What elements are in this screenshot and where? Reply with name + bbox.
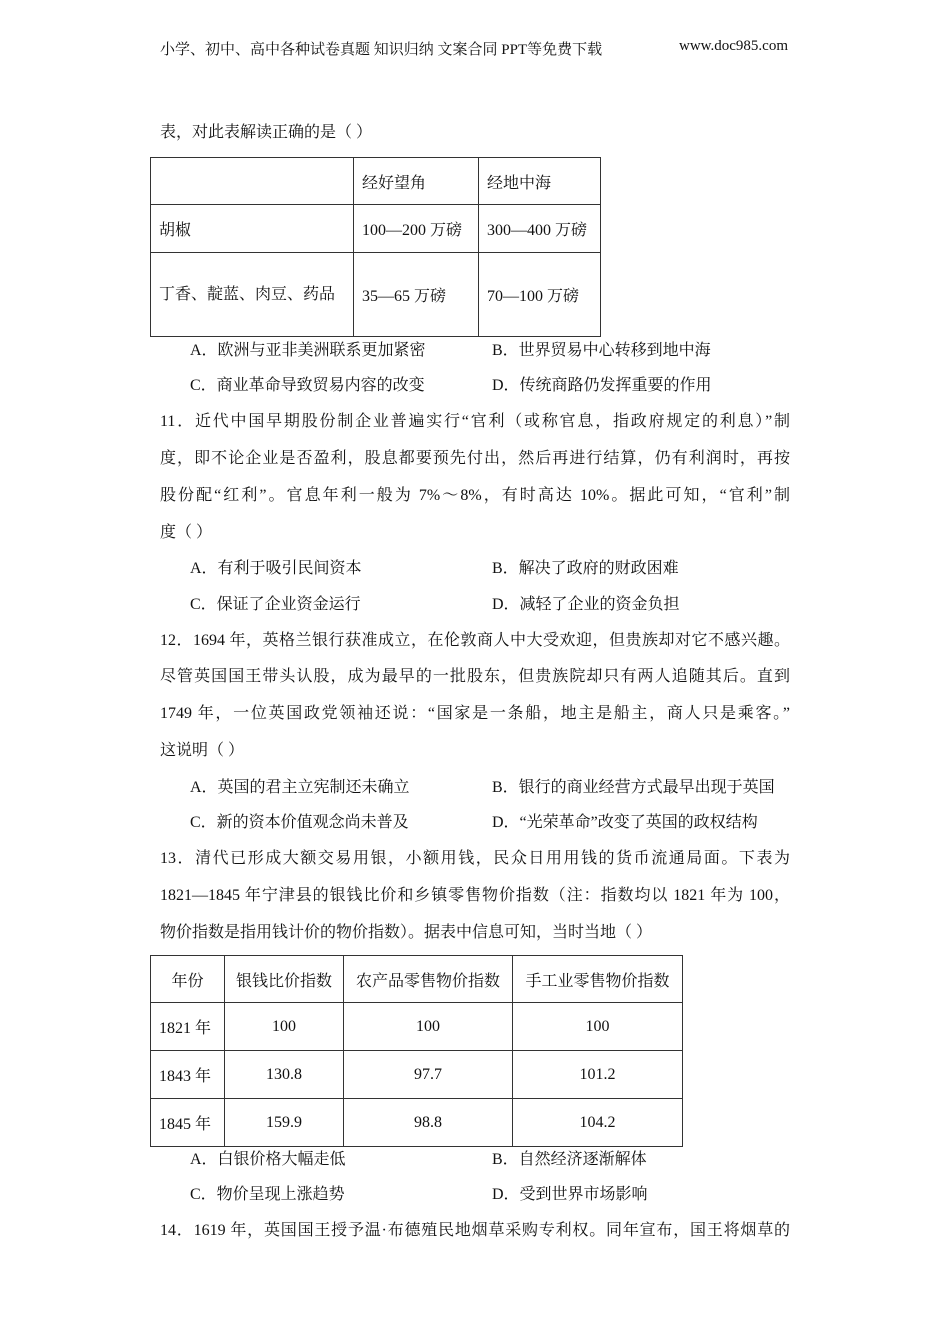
table-header: 银钱比价指数 <box>225 956 344 1003</box>
q12-line: 1749 年，一位英国政党领袖还说：“国家是一条船，地主是船主，商人只是乘客。” <box>160 705 790 722</box>
q10-option-a[interactable]: A．欧洲与亚非美洲联系更加紧密 <box>190 342 426 359</box>
q11-option-c[interactable]: C．保证了企业资金运行 <box>190 596 361 613</box>
table-row <box>151 205 601 253</box>
table-row <box>151 1051 683 1099</box>
header-url: www.doc985.com <box>678 38 788 54</box>
q13-option-d[interactable]: D．受到世界市场影响 <box>492 1186 648 1203</box>
q11-option-a[interactable]: A．有利于吸引民间资本 <box>190 560 362 577</box>
table-cell <box>151 158 354 205</box>
table-cell: 1843 年 <box>151 1051 225 1099</box>
q10-option-b[interactable]: B．世界贸易中心转移到地中海 <box>492 342 711 359</box>
table-row <box>151 1099 683 1147</box>
q10-option-c[interactable]: C．商业革命导致贸易内容的改变 <box>190 377 425 394</box>
q10-table <box>150 157 601 337</box>
table-cell: 97.7 <box>344 1051 513 1099</box>
q10-stem: 表，对此表解读正确的是（ ） <box>160 124 373 141</box>
q12-option-a[interactable]: A．英国的君主立宪制还未确立 <box>190 779 410 796</box>
table-row <box>151 1003 683 1051</box>
q13-line: 13．清代已形成大额交易用银，小额用钱，民众日用用钱的货币流通局面。下表为 <box>160 850 790 867</box>
q12-line: 这说明（ ） <box>160 742 245 759</box>
q11-line: 度，即不论企业是否盈利，股息都要预先付出，然后再进行结算，仍有利润时，再按 <box>160 450 790 467</box>
table-cell: 70—100 万磅 <box>479 253 601 337</box>
q11-line: 11．近代中国早期股份制企业普遍实行“官利（或称官息，指政府规定的利息）”制 <box>160 413 790 430</box>
q12-line: 12．1694 年，英格兰银行获准成立，在伦敦商人中大受欢迎，但贵族却对它不感兴趣。 <box>160 632 790 649</box>
table-cell: 35—65 万磅 <box>354 253 479 337</box>
q13-option-a[interactable]: A．白银价格大幅走低 <box>190 1151 346 1168</box>
table-header: 经好望角 <box>354 158 479 205</box>
table-row <box>151 158 601 205</box>
q12-option-c[interactable]: C．新的资本价值观念尚未普及 <box>190 814 409 831</box>
q13-table <box>150 955 683 1147</box>
table-row <box>151 253 601 337</box>
table-cell: 1821 年 <box>151 1003 225 1051</box>
q10-option-d[interactable]: D．传统商路仍发挥重要的作用 <box>492 377 712 394</box>
table-header: 手工业零售物价指数 <box>513 956 683 1003</box>
table-cell: 丁香、靛蓝、肉豆、药品 <box>151 253 354 337</box>
q12-line: 尽管英国国王带头认股，成为最早的一批股东，但贵族院却只有两人追随其后。直到 <box>160 668 790 685</box>
table-header: 农产品零售物价指数 <box>344 956 513 1003</box>
q14-line: 14．1619 年，英国国王授予温·布德殖民地烟草采购专利权。同年宣布，国王将烟草的 <box>160 1222 790 1239</box>
table-header: 经地中海 <box>479 158 601 205</box>
table-cell: 1845 年 <box>151 1099 225 1147</box>
table-cell: 130.8 <box>225 1051 344 1099</box>
table-cell: 101.2 <box>513 1051 683 1099</box>
table-cell: 98.8 <box>344 1099 513 1147</box>
q11-line: 度（ ） <box>160 524 213 541</box>
q11-option-b[interactable]: B．解决了政府的财政困难 <box>492 560 679 577</box>
table-cell: 300—400 万磅 <box>479 205 601 253</box>
table-cell: 104.2 <box>513 1099 683 1147</box>
q13-option-c[interactable]: C．物价呈现上涨趋势 <box>190 1186 345 1203</box>
table-cell: 100 <box>225 1003 344 1051</box>
q11-option-d[interactable]: D．减轻了企业的资金负担 <box>492 596 680 613</box>
header-text: 小学、初中、高中各种试卷真题 知识归纳 文案合同 PPT等免费下载 <box>160 42 603 58</box>
table-header: 年份 <box>151 956 225 1003</box>
q12-option-d[interactable]: D．“光荣革命”改变了英国的政权结构 <box>492 814 758 831</box>
table-cell: 100—200 万磅 <box>354 205 479 253</box>
table-cell: 100 <box>513 1003 683 1051</box>
table-cell: 100 <box>344 1003 513 1051</box>
q13-line: 1821—1845 年宁津县的银钱比价和乡镇零售物价指数（注：指数均以 1821 年为 100， <box>160 887 790 904</box>
q11-line: 股份配“红利”。官息年利一般为 7%～8%，有时高达 10%。据此可知，“官利”制 <box>160 487 790 504</box>
q13-option-b[interactable]: B．自然经济逐渐解体 <box>492 1151 647 1168</box>
page-header <box>160 38 788 59</box>
table-cell: 胡椒 <box>151 205 354 253</box>
table-row <box>151 956 683 1003</box>
table-cell: 159.9 <box>225 1099 344 1147</box>
q12-option-b[interactable]: B．银行的商业经营方式最早出现于英国 <box>492 779 775 796</box>
q13-line: 物价指数是指用钱计价的物价指数）。据表中信息可知，当时当地（ ） <box>160 924 653 941</box>
